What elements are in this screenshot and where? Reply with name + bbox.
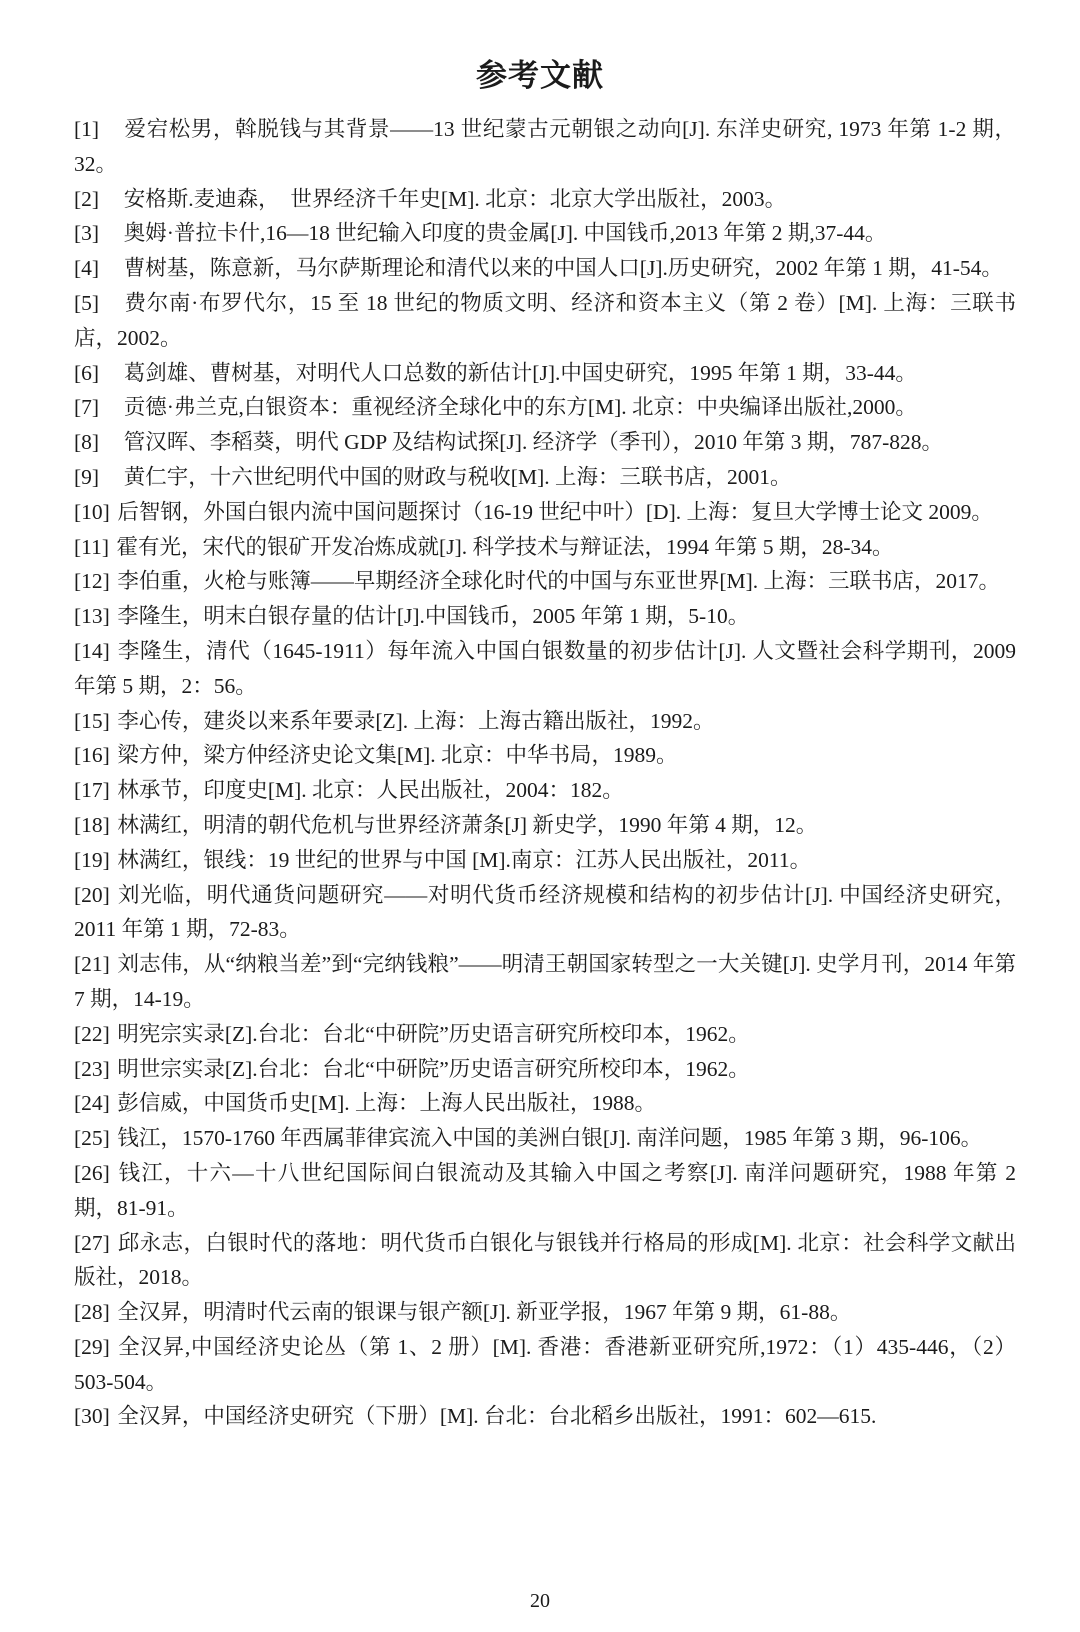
reference-item	[74, 1121, 1016, 1156]
reference-number: [10]	[74, 499, 110, 524]
reference-text: 贡德·弗兰克,白银资本：重视经济全球化中的东方[M]. 北京：中央编译出版社,2000。	[123, 395, 917, 420]
reference-number: [14]	[74, 638, 110, 663]
reference-item	[74, 1330, 1016, 1400]
reference-number: [7]	[74, 395, 100, 420]
reference-number: [2]	[74, 186, 100, 211]
reference-text: 黄仁宇，十六世纪明代中国的财政与税收[M]. 上海：三联书店，2001。	[123, 464, 792, 489]
reference-item	[74, 1295, 1016, 1330]
reference-item	[74, 599, 1016, 634]
reference-number: [27]	[74, 1230, 110, 1255]
reference-item	[74, 878, 1016, 948]
reference-number: [21]	[74, 952, 110, 977]
reference-text: 霍有光，宋代的银矿开发冶炼成就[J]. 科学技术与辩证法，1994 年第 5 期，28-34。	[116, 534, 894, 559]
reference-item	[74, 112, 1016, 182]
reference-text: 明宪宗实录[Z].台北：台北“中研院”历史语言研究所校印本，1962。	[117, 1021, 750, 1046]
reference-text: 全汉昇，明清时代云南的银课与银产额[J]. 新亚学报，1967 年第 9 期，61-88。	[117, 1300, 852, 1325]
reference-text: 林满红，明清的朝代危机与世界经济萧条[J] 新史学，1990 年第 4 期，12。	[117, 812, 818, 837]
reference-number: [11]	[74, 534, 110, 559]
reference-item	[74, 286, 1016, 356]
reference-text: 刘志伟，从“纳粮当差”到“完纳钱粮”——明清王朝国家转型之一大关键[J]. 史学月刊，2014 年第 7 期，14-19。	[74, 952, 1016, 1011]
reference-item	[74, 390, 1016, 425]
reference-item	[74, 356, 1016, 391]
reference-number: [22]	[74, 1021, 110, 1046]
reference-item	[74, 182, 1016, 217]
reference-text: 钱江，十六—十八世纪国际间白银流动及其输入中国之考察[J]. 南洋问题研究，1988 年第 2 期，81-91。	[74, 1160, 1016, 1220]
reference-number: [9]	[74, 464, 100, 489]
reference-item	[74, 738, 1016, 773]
reference-list	[74, 112, 1016, 1434]
reference-number: [28]	[74, 1300, 110, 1325]
reference-text: 后智钢，外国白银内流中国问题探讨（16-19 世纪中叶）[D]. 上海：复旦大学博士论文 2009。	[117, 499, 993, 524]
reference-text: 李隆生，清代（1645-1911）每年流入中国白银数量的初步估计[J]. 人文暨社会科学期刊，2009 年第 5 期，2：56。	[74, 638, 1016, 698]
reference-item	[74, 1399, 1016, 1434]
reference-text: 明世宗实录[Z].台北：台北“中研院”历史语言研究所校印本，1962。	[117, 1056, 750, 1081]
page-title: 参考文献	[476, 58, 604, 93]
reference-text: 李隆生，明末白银存量的估计[J].中国钱币，2005 年第 1 期，5-10。	[117, 604, 750, 629]
reference-text: 安格斯.麦迪森， 世界经济千年史[M]. 北京：北京大学出版社，2003。	[123, 186, 787, 211]
reference-number: [30]	[74, 1404, 110, 1429]
reference-item	[74, 1086, 1016, 1121]
reference-number: [13]	[74, 604, 110, 629]
reference-number: [18]	[74, 812, 110, 837]
reference-number: [6]	[74, 360, 100, 385]
reference-item	[74, 704, 1016, 739]
reference-number: [5]	[74, 290, 100, 315]
reference-item	[74, 564, 1016, 599]
reference-number: [3]	[74, 221, 100, 246]
reference-item	[74, 460, 1016, 495]
reference-number: [29]	[74, 1334, 110, 1359]
reference-item	[74, 425, 1016, 460]
reference-item	[74, 1017, 1016, 1052]
reference-item	[74, 251, 1016, 286]
reference-item	[74, 1052, 1016, 1087]
reference-text: 奥姆·普拉卡什,16—18 世纪输入印度的贵金属[J]. 中国钱币,2013 年第 2 期,37-44。	[123, 221, 887, 246]
reference-number: [8]	[74, 430, 100, 455]
reference-item	[74, 216, 1016, 251]
reference-text: 彭信威，中国货币史[M]. 上海：上海人民出版社，1988。	[117, 1091, 657, 1116]
reference-text: 林承节，印度史[M]. 北京：人民出版社，2004：182。	[117, 778, 624, 803]
reference-text: 曹树基，陈意新，马尔萨斯理论和清代以来的中国人口[J].历史研究，2002 年第 1 期，41-54。	[123, 256, 1003, 281]
reference-item	[74, 947, 1016, 1017]
page-number: 20	[530, 1590, 550, 1612]
reference-item	[74, 773, 1016, 808]
reference-number: [24]	[74, 1091, 110, 1116]
reference-text: 李伯重，火枪与账簿——早期经济全球化时代的中国与东亚世界[M]. 上海：三联书店，2017。	[117, 569, 1001, 594]
reference-text: 李心传，建炎以来系年要录[Z]. 上海：上海古籍出版社，1992。	[117, 708, 715, 733]
reference-number: [25]	[74, 1126, 110, 1151]
reference-item	[74, 634, 1016, 704]
reference-item	[74, 530, 1016, 565]
reference-text: 费尔南·布罗代尔，15 至 18 世纪的物质文明、经济和资本主义（第 2 卷）[M]. 上海：三联书店，2002。	[74, 290, 1016, 350]
reference-text: 管汉晖、李稻葵，明代 GDP 及结构试探[J]. 经济学（季刊），2010 年第 3 期，787-828。	[123, 430, 943, 455]
reference-number: [26]	[74, 1160, 110, 1185]
reference-number: [19]	[74, 847, 110, 872]
reference-text: 全汉昇,中国经济史论丛（第 1、2 册）[M]. 香港：香港新亚研究所,1972：（1）435-446，（2）503-504。	[74, 1334, 1016, 1394]
reference-text: 林满红，银线：19 世纪的世界与中国 [M].南京：江苏人民出版社，2011。	[117, 847, 812, 872]
reference-item	[74, 495, 1016, 530]
reference-text: 全汉昇，中国经济史研究（下册）[M]. 台北：台北稻乡出版社，1991：602—615.	[117, 1404, 877, 1429]
reference-text: 葛剑雄、曹树基，对明代人口总数的新估计[J].中国史研究，1995 年第 1 期，33-44。	[123, 360, 917, 385]
reference-number: [23]	[74, 1056, 110, 1081]
reference-number: [1]	[74, 117, 100, 141]
reference-text: 梁方仲，梁方仲经济史论文集[M]. 北京：中华书局，1989。	[117, 743, 678, 768]
reference-text: 钱江，1570-1760 年西属菲律宾流入中国的美洲白银[J]. 南洋问题，1985 年第 3 期，96-106。	[117, 1126, 983, 1151]
reference-number: [12]	[74, 569, 110, 594]
reference-number: [15]	[74, 708, 110, 733]
reference-item	[74, 808, 1016, 843]
reference-text: 邱永志，白银时代的落地：明代货币白银化与银钱并行格局的形成[M]. 北京：社会科学文献出版社，2018。	[74, 1230, 1016, 1290]
reference-number: [16]	[74, 743, 110, 768]
reference-item	[74, 1156, 1016, 1226]
reference-text: 刘光临，明代通货问题研究——对明代货币经济规模和结构的初步估计[J]. 中国经济史研究，2011 年第 1 期，72-83。	[74, 882, 1016, 942]
reference-text: 爱宕松男，斡脱钱与其背景——13 世纪蒙古元朝银之动向[J]. 东洋史研究, 1973 年第 1-2 期，32。	[74, 117, 1016, 176]
reference-item	[74, 843, 1016, 878]
reference-number: [4]	[74, 256, 100, 281]
reference-number: [20]	[74, 882, 110, 907]
reference-item	[74, 1226, 1016, 1296]
reference-number: [17]	[74, 778, 110, 803]
